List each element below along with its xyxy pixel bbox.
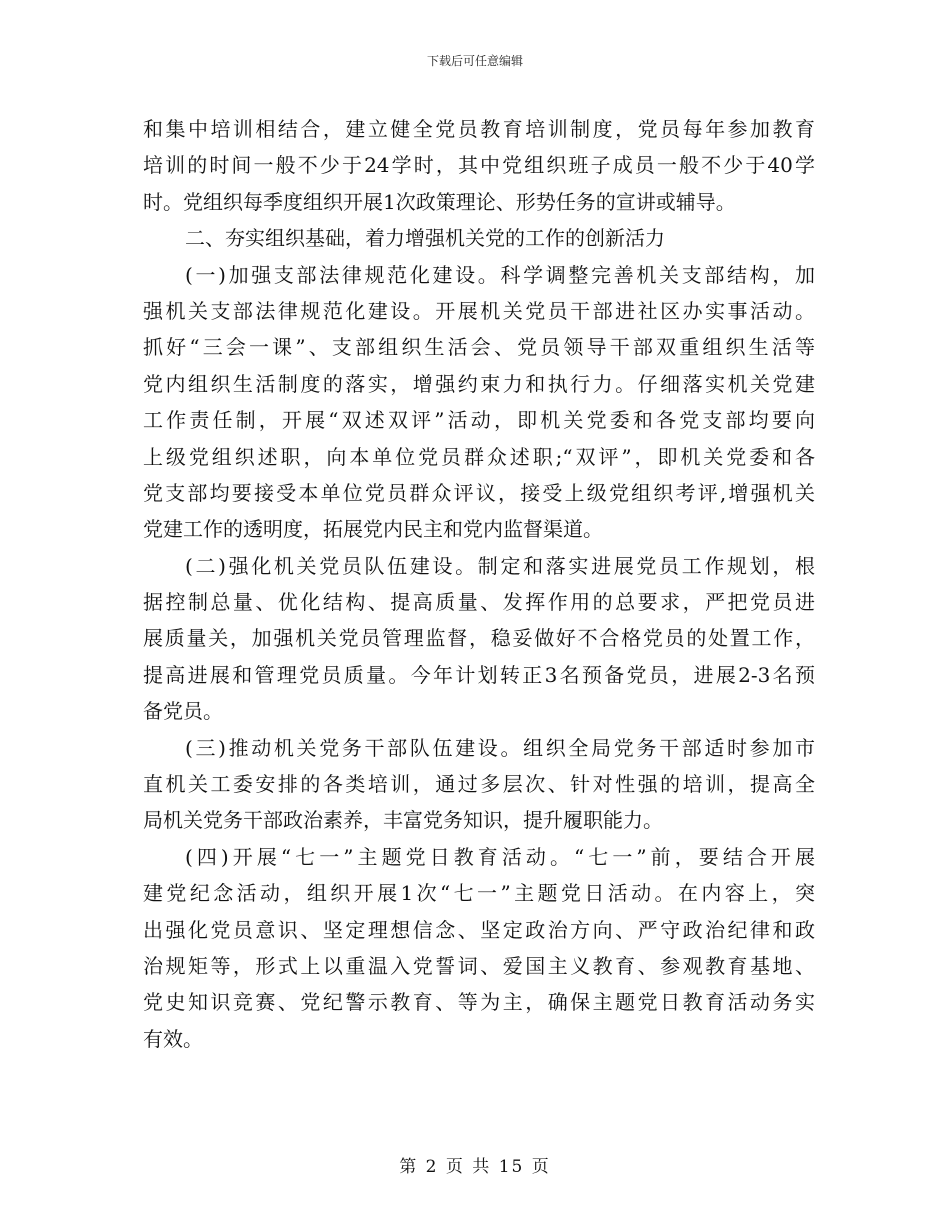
- text-line: 治规矩等，形式上以重温入党誓词、爱国主义教育、参观教育基地、: [143, 953, 815, 978]
- text-line: 强机关支部法律规范化建设。开展机关党员干部进社区办实事活动。: [143, 298, 815, 323]
- text-line: 备党员。: [143, 699, 223, 724]
- text-line: 建党纪念活动，组织开展1次“七一”主题党日活动。在内容上，突: [143, 881, 815, 906]
- text-line: 提高进展和管理党员质量。今年计划转正3名预备党员，进展2-3名预: [143, 662, 815, 687]
- text-line: 党史知识竞赛、党纪警示教育、等为主，确保主题党日教育活动务实: [143, 990, 815, 1015]
- text-line: 上级党组织述职，向本单位党员群众述职;“双评”，即机关党委和各: [143, 444, 815, 469]
- text-line: (二)强化机关党员队伍建设。制定和落实进展党员工作规划，根: [185, 553, 815, 578]
- text-line: 党内组织生活制度的落实，增强约束力和执行力。仔细落实机关党建: [143, 371, 815, 396]
- text-line: (一)加强支部法律规范化建设。科学调整完善机关支部结构，加: [185, 262, 815, 287]
- text-line: 展质量关，加强机关党员管理监督，稳妥做好不合格党员的处置工作，: [143, 626, 815, 651]
- text-line: 直机关工委安排的各类培训，通过多层次、针对性强的培训，提高全: [143, 772, 815, 797]
- text-line: (三)推动机关党务干部队伍建设。组织全局党务干部适时参加市: [185, 735, 815, 760]
- text-line: 党建工作的透明度，拓展党内民主和党内监督渠道。: [143, 517, 603, 542]
- text-line: 局机关党务干部政治素养，丰富党务知识，提升履职能力。: [143, 808, 663, 833]
- text-line: 抓好“三会一课”、支部组织生活会、党员领导干部双重组织生活等: [143, 335, 815, 360]
- document-body: [143, 111, 815, 1057]
- page-number: 第 2 页 共 15 页: [399, 1157, 551, 1177]
- text-line: 培训的时间一般不少于24学时，其中党组织班子成员一般不少于40学: [143, 153, 815, 178]
- text-line: (四)开展“七一”主题党日教育活动。“七一”前，要结合开展: [185, 844, 815, 869]
- text-line: 有效。: [143, 1026, 203, 1051]
- text-line: 出强化党员意识、坚定理想信念、坚定政治方向、严守政治纪律和政: [143, 917, 815, 942]
- text-line: 据控制总量、优化结构、提高质量、发挥作用的总要求，严把党员进: [143, 590, 815, 615]
- section-heading: 二、夯实组织基础，着力增强机关党的工作的创新活力: [185, 226, 665, 251]
- page-header-note: 下载后可任意编辑: [426, 54, 523, 68]
- text-line: 时。党组织每季度组织开展1次政策理论、形势任务的宣讲或辅导。: [143, 189, 736, 214]
- text-line: 和集中培训相结合，建立健全党员教育培训制度，党员每年参加教育: [143, 117, 815, 141]
- text-line: 工作责任制，开展“双述双评”活动，即机关党委和各党支部均要向: [143, 408, 815, 433]
- text-line: 党支部均要接受本单位党员群众评议，接受上级党组织考评,增强机关: [143, 480, 815, 505]
